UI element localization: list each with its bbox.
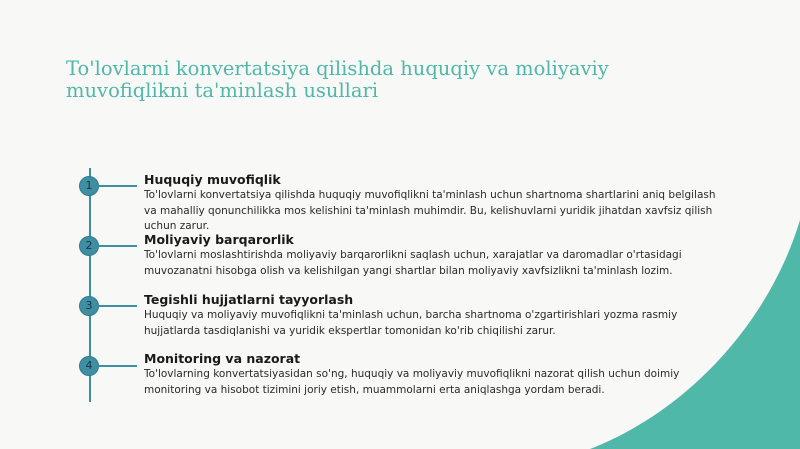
step-title-financial-stability: Moliyaviy barqarorlik: [144, 232, 294, 247]
step-number-badge: 2: [79, 236, 99, 256]
step-text-document-preparation: Huquqiy va moliyaviy muvofiqlikni ta'minlash uchun, barcha shartnoma o'zgartirishlari yozma rasmiy hujjatlarda tasdiqlanishi va yuridik ekspertlar tomonidan ko'rib chiqilishi zarur.: [144, 309, 678, 337]
step-number-badge: 4: [79, 356, 99, 376]
step-number-badge: 1: [79, 176, 99, 196]
step-text-legal-compliance: To'lovlarni konvertatsiya qilishda huquqiy muvofiqlikni ta'minlash uchun shartnoma shartlarini aniq belgilash va mahalliy qonunchilikka mos kelishini ta'minlash muhimdir. Bu, kelishuvlarni yuridik jihatdan xavfsiz qilish uchun zarur.: [144, 189, 716, 232]
step-number-badge: 3: [79, 296, 99, 316]
timeline-connector: [99, 245, 137, 247]
timeline-connector: [99, 365, 137, 367]
step-title-monitoring-control: Monitoring va nazorat: [144, 351, 301, 366]
step-text-monitoring-control: To'lovlarning konvertatsiyasidan so'ng, huquqiy va moliyaviy muvofiqlikni nazorat qilish uchun doimiy monitoring va hisobot tizimini joriy etish, muammolarni erta aniqlashga yordam beradi.: [144, 368, 680, 396]
timeline-connector: [99, 185, 137, 187]
slide-title: To'lovlarni konvertatsiya qilishda huquqiy va moliyaviy muvofiqlikni ta'minlash usullari: [66, 57, 609, 102]
step-title-document-preparation: Tegishli hujjatlarni tayyorlash: [144, 292, 354, 307]
timeline-connector: [99, 305, 137, 307]
step-title-legal-compliance: Huquqiy muvofiqlik: [144, 172, 281, 187]
step-text-financial-stability: To'lovlarni moslashtirishda moliyaviy barqarorlikni saqlash uchun, xarajatlar va daromadlar o'rtasidagi muvozanatni hisobga olish va kelishilgan yangi shartlar bilan moliyaviy xavfsizlikni ta'minlash lozim.: [144, 249, 682, 277]
